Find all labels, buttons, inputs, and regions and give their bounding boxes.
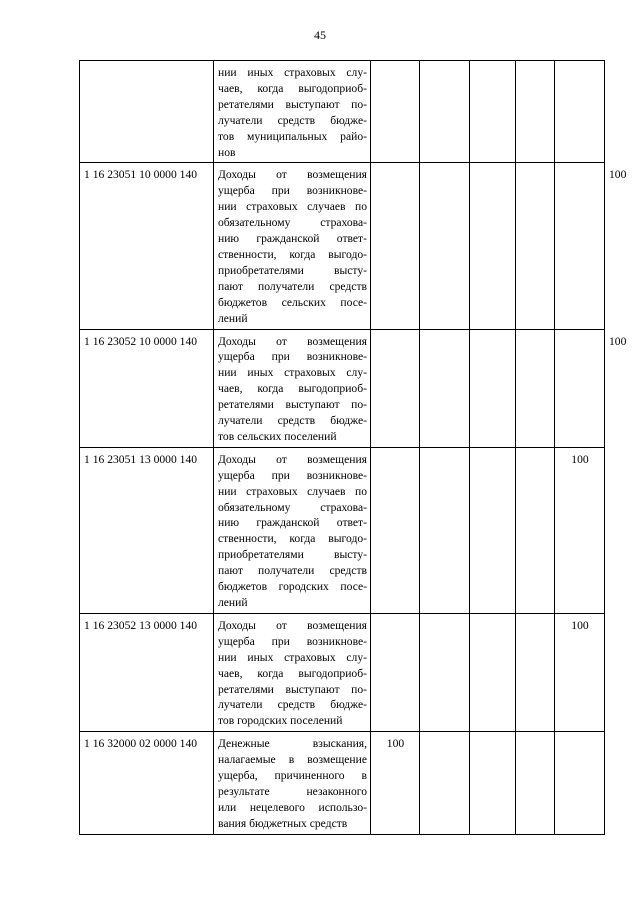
table-row (80, 61, 605, 163)
table-row: 1 16 23051 10 0000 140 Доходы от возмещения ущерба при возникнове- нии страховых случаев по обязательному страхова- нию гражданской ответ- ственности, когда выгодо- приобретателями высту- пают получатели средств бюджетов сельских посе- лений 100 (80, 163, 605, 329)
description-line: результате незаконного (218, 784, 367, 798)
normative-value-cell (516, 613, 555, 731)
description-line: обязательному страхова- (218, 500, 367, 514)
description-line: чаев, когда выгодоприоб- (218, 382, 367, 396)
budget-code-cell: 1 16 23052 13 0000 140 (80, 613, 214, 731)
revenue-description-cell (214, 329, 371, 447)
normative-value-cell (420, 329, 470, 447)
revenue-description-cell (214, 447, 371, 613)
budget-code-cell: 1 16 23051 10 0000 140 (80, 163, 214, 329)
description-line: бюджетов городских посе- (218, 580, 367, 594)
description-line: лучатели средств бюдже- (218, 113, 367, 127)
normative-value-cell (555, 329, 605, 447)
normative-value-cell (470, 613, 516, 731)
description-line: тов сельских поселений (218, 429, 337, 443)
table-row: 1 16 23052 10 0000 140 Доходы от возмещения ущерба при возникнове- нии иных страховых слу- чаев, когда выгодоприоб- ретателями выступают по- лучатели средств бюдже- тов сельских поселений 100 (80, 329, 605, 447)
description-line: ущерба при возникнове- (218, 468, 367, 482)
description-line: Доходы от возмещения (218, 618, 367, 632)
normative-value-cell (516, 163, 555, 329)
description-line: пают получатели средств (218, 279, 367, 293)
normative-value-cell: 100 (555, 613, 605, 731)
normative-value-cell (555, 732, 605, 834)
description-line: лений (218, 596, 248, 609)
normative-value-cell (470, 447, 516, 613)
description-line: нию гражданской ответ- (218, 516, 367, 530)
description-line: нии страховых случаев по (218, 200, 367, 214)
description-line: ственности, когда выгодо- (218, 532, 367, 546)
normative-value-cell (371, 447, 420, 613)
normative-value-cell (420, 447, 470, 613)
revenue-distribution-table (79, 60, 627, 835)
description-line: нию гражданской ответ- (218, 232, 367, 246)
revenue-description-cell (214, 61, 371, 163)
normative-value-cell (371, 163, 420, 329)
description-line: Доходы от возмещения (218, 452, 367, 466)
description-line: ретателями выступают по- (218, 97, 367, 111)
description-line: налагаемые в возмещение (218, 753, 367, 767)
normative-value-cell (516, 61, 555, 163)
normative-value-cell (470, 163, 516, 329)
revenue-description-cell (214, 732, 371, 834)
normative-value-cell (516, 447, 555, 613)
budget-code-cell: 1 16 23051 13 0000 140 (80, 447, 214, 613)
description-line: нии иных страховых слу- (218, 650, 367, 664)
table-row (80, 732, 605, 834)
table-body (80, 61, 627, 835)
description-line: бюджетов сельских посе- (218, 295, 367, 309)
description-line: приобретателями высту- (218, 263, 367, 277)
revenue-description-cell (214, 163, 371, 329)
description-line: Доходы от возмещения (218, 168, 367, 182)
description-line: нии страховых случаев по (218, 484, 367, 498)
table-row (80, 613, 605, 731)
normative-value-cell (555, 163, 605, 329)
normative-value-cell: 100 (371, 732, 420, 834)
normative-value-cell: 100 (555, 447, 605, 613)
normative-value-cell (470, 61, 516, 163)
normative-value-cell (371, 613, 420, 731)
description-line: чаев, когда выгодоприоб- (218, 666, 367, 680)
page-number: 45 (314, 28, 326, 42)
normative-value-cell (516, 732, 555, 834)
description-line: нов (218, 145, 236, 159)
description-line: ретателями выступают по- (218, 398, 367, 412)
description-line: или нецелевого использо- (218, 800, 367, 814)
budget-code-cell (80, 61, 214, 163)
description-line: вания бюджетных средств (218, 816, 348, 830)
table-row (80, 447, 605, 613)
description-line: тов муниципальных райо- (218, 129, 367, 143)
description-line: тов городских поселений (218, 714, 343, 728)
normative-value-cell (516, 329, 555, 447)
revenue-description-cell (214, 613, 371, 731)
description-line: ущерба при возникнове- (218, 634, 367, 648)
normative-value-cell (371, 61, 420, 163)
budget-code-cell: 1 16 23052 10 0000 140 (80, 329, 214, 447)
normative-value-cell (420, 163, 470, 329)
description-line: ущерба при возникнове- (218, 184, 367, 198)
description-line: ственности, когда выгодо- (218, 247, 367, 261)
description-line: ущерба при возникнове- (218, 350, 367, 364)
normative-value-cell (555, 61, 605, 163)
description-line: нии иных страховых слу- (218, 366, 367, 380)
normative-value-cell (420, 61, 470, 163)
budget-code-cell: 1 16 32000 02 0000 140 (80, 732, 214, 834)
description-line: Денежные взыскания, (218, 737, 367, 751)
description-line: пают получатели средств (218, 564, 367, 578)
description-line: обязательному страхова- (218, 216, 367, 230)
normative-value-cell (470, 329, 516, 447)
description-line: лений (218, 311, 248, 325)
description-line: ретателями выступают по- (218, 682, 367, 696)
normative-value-cell (470, 732, 516, 834)
normative-value-cell (371, 329, 420, 447)
normative-value-cell (420, 732, 470, 834)
description-line: ущерба, причиненного в (218, 769, 367, 783)
description-line: Доходы от возмещения (218, 334, 367, 348)
description-line: лучатели средств бюдже- (218, 698, 367, 712)
normative-value-cell (420, 613, 470, 731)
description-line: чаев, когда выгодоприоб- (218, 81, 367, 95)
description-line: приобретателями высту- (218, 548, 367, 562)
description-line: нии иных страховых слу- (218, 66, 367, 79)
description-line: лучатели средств бюдже- (218, 414, 367, 428)
